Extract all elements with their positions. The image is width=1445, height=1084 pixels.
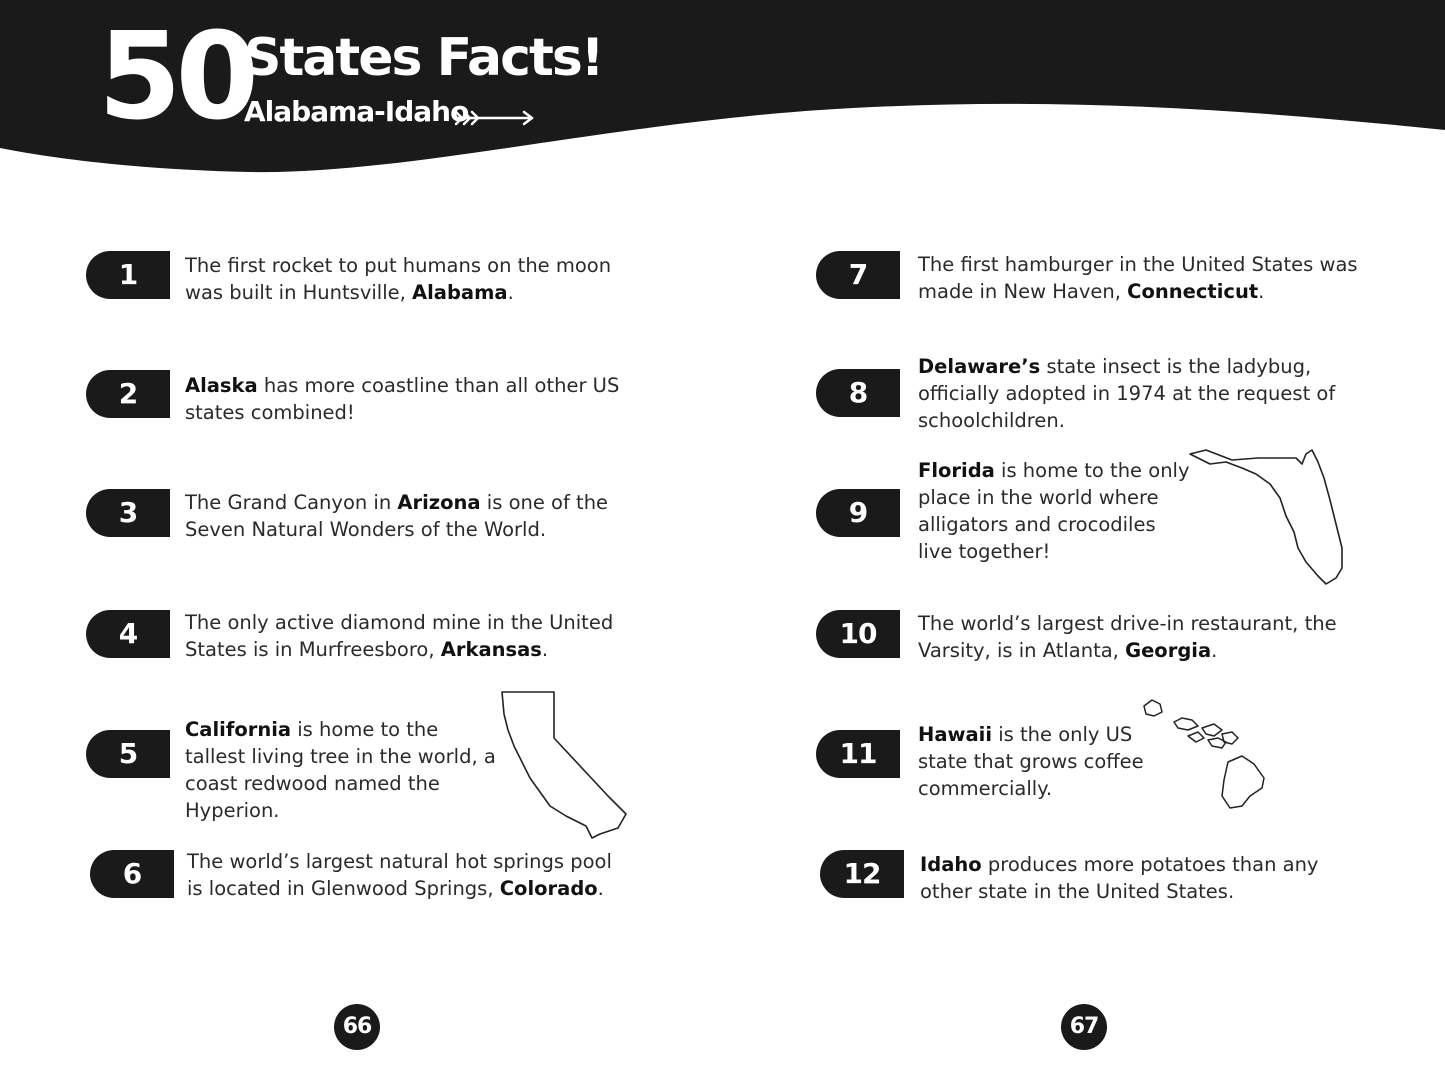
fact-number-badge: 2 [86, 370, 170, 418]
california-map-icon [496, 688, 630, 840]
state-name: Arizona [397, 491, 481, 514]
fact-text: Hawaii is the only US state that grows coffee commercially. [918, 723, 1144, 800]
fact-number-badge: 6 [90, 850, 174, 898]
fact-text: The world’s largest natural hot springs pool is located in Glenwood Springs, Colorado. [187, 850, 612, 900]
state-name: Alaska [185, 374, 258, 397]
florida-map-icon [1190, 450, 1342, 584]
fact-number-badge: 12 [820, 850, 904, 898]
fact-text: The only active diamond mine in the United States is in Murfreesboro, Arkansas. [185, 611, 614, 661]
fact-text: The first hamburger in the United States was made in New Haven, Connecticut. [918, 253, 1358, 303]
fact-number-badge: 5 [86, 730, 170, 778]
state-name: Connecticut [1127, 280, 1259, 303]
fact-number-badge: 4 [86, 610, 170, 658]
state-name: Delaware’s [918, 355, 1041, 378]
page-number-right: 67 [1061, 1004, 1107, 1050]
fact-text: Idaho produces more potatoes than any other state in the United States. [920, 853, 1319, 903]
fact-number-badge: 11 [816, 730, 900, 778]
fact-number-badge: 10 [816, 610, 900, 658]
page-number-left: 66 [334, 1004, 380, 1050]
state-name: Arkansas [440, 638, 542, 661]
state-name: Alabama [412, 281, 508, 304]
arrow-icon [452, 106, 538, 130]
fact-number-badge: 3 [86, 489, 170, 537]
fact-text: The world’s largest drive-in restaurant, the Varsity, is in Atlanta, Georgia. [918, 612, 1337, 662]
fact-text: California is home to the tallest living tree in the world, a coast redwood named the Hyperion. [185, 718, 496, 822]
page-subtitle: Alabama-Idaho [244, 95, 469, 128]
fact-text: The first rocket to put humans on the moon was built in Huntsville, Alabama. [185, 254, 612, 304]
fact-number-badge: 9 [816, 489, 900, 537]
state-name: Florida [918, 459, 995, 482]
fact-number-badge: 7 [816, 251, 900, 299]
fact-number-badge: 1 [86, 251, 170, 299]
fact-text: The Grand Canyon in Arizona is one of the Seven Natural Wonders of the World. [185, 491, 609, 541]
fact-number-badge: 8 [816, 369, 900, 417]
big-number-50: 50 [98, 8, 253, 147]
state-name: Georgia [1125, 639, 1212, 662]
state-name: Hawaii [918, 723, 993, 746]
state-name: Idaho [920, 853, 982, 876]
fact-text: Florida is home to the only place in the world where alligators and crocodiles live together! [918, 459, 1190, 563]
hawaii-map-icon [1138, 696, 1272, 812]
fact-text: Delaware’s state insect is the ladybug, officially adopted in 1974 at the request of schoolchildren. [918, 355, 1336, 432]
state-name: California [185, 718, 292, 741]
state-name: Colorado [499, 877, 598, 900]
fact-text: Alaska has more coastline than all other US states combined! [185, 374, 620, 424]
page-title: States Facts! [244, 28, 603, 88]
